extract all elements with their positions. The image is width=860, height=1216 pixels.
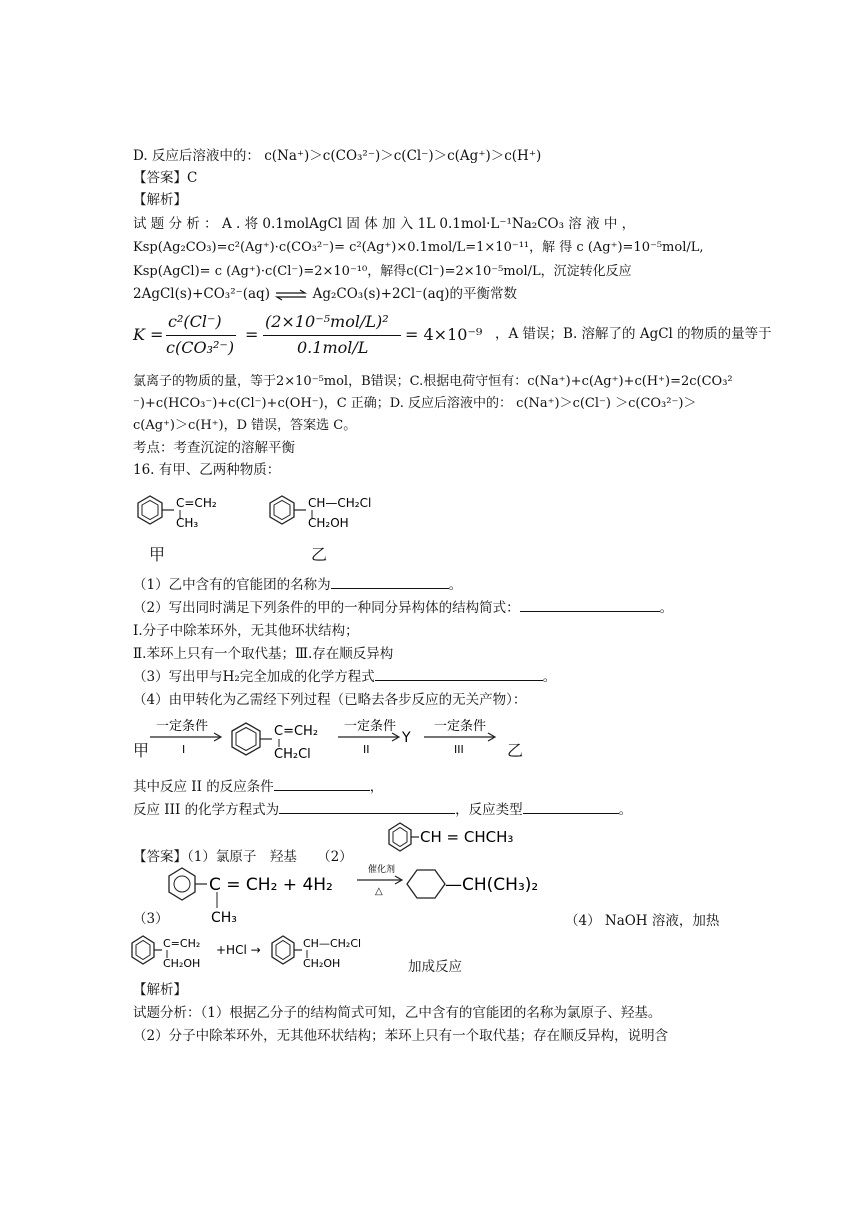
svg-text:+HCl →: +HCl → [216,943,261,957]
svg-text:△: △ [375,886,383,897]
equilibrium-line [133,285,517,303]
svg-text:C = CH₂ + 4H₂: C = CH₂ + 4H₂ [209,875,333,895]
reaction-type-answer: 加成反应 [408,959,462,975]
compound-yi-structure [262,490,402,540]
svg-text:CH—CH₂Cl: CH—CH₂Cl [303,937,362,950]
svg-text:Y: Y [402,730,411,746]
svg-text:CH = CHCH₃: CH = CHCH₃ [420,828,514,846]
analysis-line: 试 题 分 析 ： A . 将 0.1molAgCl 固 体 加 入 1L 0.1mol·L⁻¹Na₂CO₃ 溶 液 中 ， [133,216,636,232]
analysis-line: Ksp(AgCl)= c (Ag⁺)·c(Cl⁻)=2×10⁻¹⁰，解得c(Cl⁻)=2×10⁻⁵mol/L，沉淀转化反应 [133,264,632,279]
svg-text:I: I [182,743,186,756]
svg-text:CH₂OH: CH₂OH [308,516,349,530]
svg-text:CH₃: CH₃ [211,910,237,926]
analysis-line: ⁻)+c(HCO₃⁻)+c(Cl⁻)+c(OH⁻)，C 正确；D. 反应后溶液中的： c(Na⁺)＞c(Cl⁻) ＞c(CO₃²⁻)＞ [133,396,697,411]
answer-3-num: （3） [133,911,169,927]
equilibrium-arrow-icon [274,290,308,300]
option-d: D. 反应后溶液中的： c(Na⁺)＞c(CO₃²⁻)＞c(Cl⁻)＞c(Ag⁺)＞c(H⁺) [133,148,542,164]
equilibrium-left: 2AgCl(s)+CO₃²⁻(aq) [133,286,270,302]
svg-text:一定条件: 一定条件 [344,719,397,734]
condition-1: Ⅰ.分子中除苯环外，无其他环状结构； [133,623,359,639]
analysis-line: Ksp(Ag₂CO₃)=c²(Ag⁺)·c(CO₃²⁻)= c²(Ag⁺)×0.1mol/L=1×10⁻¹¹，解 得 c (Ag⁺)=10⁻⁵mol/L, [133,240,704,255]
svg-text:II: II [363,743,370,756]
analysis-line: c(Ag⁺)＞c(H⁺)，D 错误，答案选 C。 [133,418,357,433]
answer-2-label: 【答案】（1）氯原子 羟基 （2） [133,849,353,865]
analysis-2-line: 试题分析：（1）根据乙分子的结构简式可知，乙中含有的官能团的名称为氯原子、羟基。 [133,1005,662,1021]
analysis-label: 【解析】 [133,192,187,208]
svg-text:CH₂OH: CH₂OH [303,957,341,970]
question-4: （4）由甲转化为乙需经下列过程（已略去各步反应的无关产物）： [133,692,527,708]
question-16: 16. 有甲、乙两种物质： [133,462,281,478]
k-denominator: c(CO₃²⁻) [166,338,235,357]
svg-text:CH—CH₂Cl: CH—CH₂Cl [308,496,372,510]
svg-text:催化剂: 催化剂 [368,865,396,875]
k-formula: K = c²(Cl⁻) c(CO₃²⁻) = (2×10⁻⁵mol/L)² 0.1mol/L = 4×10⁻⁹ [133,312,483,357]
answer-label: 【答案】C [133,170,198,186]
compound-jia-structure [130,490,240,540]
svg-text:C=CH₂: C=CH₂ [163,937,201,950]
scheme-yi: 乙 [507,741,524,760]
svg-text:CH₂OH: CH₂OH [163,957,201,970]
reaction-scheme [148,713,528,773]
svg-text:III: III [454,743,464,756]
svg-text:C=CH₂: C=CH₂ [176,496,217,510]
svg-text:C=CH₂: C=CH₂ [274,724,319,739]
hydrogenation-equation [165,860,585,930]
question-2: （2）写出同时满足下列条件的甲的一种同分异构体的结构简式： 。 [133,600,674,616]
label-jia: 甲 [149,545,166,564]
addition-equation [130,930,390,980]
k-numerator: c²(Cl⁻) [168,312,222,331]
condition-2: Ⅱ.苯环上只有一个取代基；Ⅲ.存在顺反异构 [133,646,394,662]
analysis-2-label: 【解析】 [133,982,187,998]
svg-text:一定条件: 一定条件 [156,719,209,734]
answer-4: （4） NaOH 溶液，加热 [565,913,720,929]
answer-2-structure [383,818,533,858]
knowledge-point: 考点：考查沉淀的溶解平衡 [133,440,295,456]
question-1: （1）乙中含有的官能团的名称为 。 [133,577,463,593]
question-3: （3）写出甲与H₂完全加成的化学方程式 。 [133,669,557,685]
equilibrium-right: Ag₂CO₃(s)+2Cl⁻(aq)的平衡常数 [312,286,518,302]
analysis-2-line: （2）分子中除苯环外，无其他环状结构；苯环上只有一个取代基；存在顺反异构，说明含 [133,1028,669,1044]
scheme-jia: 甲 [133,741,150,760]
label-yi: 乙 [311,545,328,564]
analysis-line: 氯离子的物质的量，等于2×10⁻⁵mol，B错误；C.根据电荷守恒有：c(Na⁺)+c(Ag⁺)+c(H⁺)=2c(CO₃² [133,374,733,389]
svg-text:CH₂Cl: CH₂Cl [274,747,311,762]
reaction-condition: 其中反应 II 的反应条件 ， [133,779,384,795]
analysis-line: ，A 错误；B. 溶解了的 AgCl 的物质的量等于 [495,326,772,342]
svg-text:—CH(CH₃)₂: —CH(CH₃)₂ [445,875,539,895]
svg-text:一定条件: 一定条件 [434,719,487,734]
svg-text:CH₃: CH₃ [176,516,199,530]
reaction-equation: 反应 III 的化学方程式为 ，反应类型 。 [133,802,633,818]
